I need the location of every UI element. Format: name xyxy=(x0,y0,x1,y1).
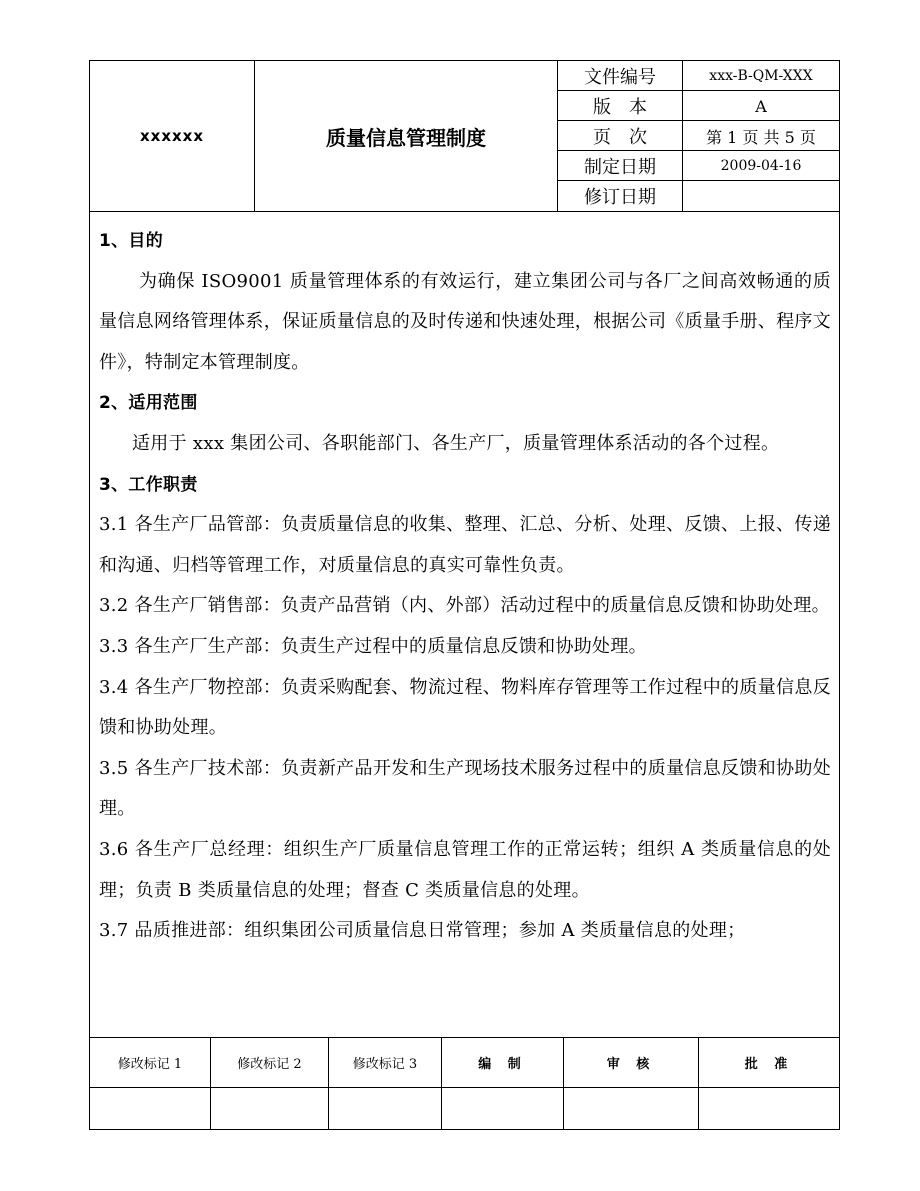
section-heading: 2、适用范围 xyxy=(99,393,198,414)
meta-value: A xyxy=(755,96,767,116)
prepared-by-cell xyxy=(442,1088,564,1129)
document-frame xyxy=(89,60,840,1130)
document-header xyxy=(90,61,839,212)
document-body xyxy=(90,211,839,1038)
approved-by-label: 批 准 xyxy=(699,1038,839,1088)
list-item: 3.6 各生产厂总经理：组织生产厂质量信息管理工作的正常运转；组织 A 类质量信息的处理；负责 B 类质量信息的处理；督查 C 类质量信息的处理。 xyxy=(99,838,831,901)
approval-table xyxy=(90,1038,839,1129)
meta-row-page xyxy=(558,121,839,151)
section-heading: 3、工作职责 xyxy=(99,474,198,495)
revision-mark-3-cell xyxy=(329,1088,442,1129)
list-item: 3.2 各生产厂销售部：负责产品营销（内、外部）活动过程中的质量信息反馈和协助处理。 xyxy=(99,595,830,617)
document-meta-table xyxy=(558,61,839,211)
list-item: 3.5 各生产厂技术部：负责新产品开发和生产现场技术服务过程中的质量信息反馈和协助处理。 xyxy=(99,757,831,820)
list-item: 3.1 各生产厂品管部：负责质量信息的收集、整理、汇总、分析、处理、反馈、上报、传递和沟通、归档等管理工作，对质量信息的真实可靠性负责。 xyxy=(99,514,831,576)
company-name: xxxxxx xyxy=(90,61,255,211)
reviewed-by-cell xyxy=(564,1088,699,1129)
meta-label: 版 本 xyxy=(558,91,683,121)
meta-row-file-number xyxy=(558,61,839,91)
approved-by-cell xyxy=(699,1088,839,1129)
revision-mark-1-cell xyxy=(90,1088,211,1129)
meta-value: xxx-B-QM-XXX xyxy=(709,68,813,84)
section-paragraph: 适用于 xxx 集团公司、各职能部门、各生产厂，质量管理体系活动的各个过程。 xyxy=(132,432,780,454)
meta-label: 制定日期 xyxy=(558,151,683,181)
meta-label: 页 次 xyxy=(558,121,683,151)
revision-mark-1-label: 修改标记 1 xyxy=(90,1038,211,1088)
meta-value: 2009-04-16 xyxy=(720,158,802,174)
meta-row-version xyxy=(558,91,839,121)
meta-value: 第 1 页 共 5 页 xyxy=(706,127,816,147)
meta-label: 修订日期 xyxy=(558,181,683,211)
meta-row-issue-date xyxy=(558,151,839,181)
list-item: 3.4 各生产厂物控部：负责采购配套、物流过程、物料库存管理等工作过程中的质量信息反馈和协助处理。 xyxy=(99,676,831,739)
list-item: 3.3 各生产厂生产部：负责生产过程中的质量信息反馈和协助处理。 xyxy=(99,635,647,657)
section-heading: 1、目的 xyxy=(99,231,164,251)
meta-row-revision-date xyxy=(558,181,839,211)
meta-label: 文件编号 xyxy=(558,61,683,91)
revision-mark-2-cell xyxy=(211,1088,329,1129)
revision-mark-3-label: 修改标记 3 xyxy=(329,1038,442,1088)
list-item: 3.7 品质推进部：组织集团公司质量信息日常管理；参加 A 类质量信息的处理； xyxy=(99,920,746,942)
document-title: 质量信息管理制度 xyxy=(255,61,558,211)
meta-value xyxy=(683,181,839,211)
reviewed-by-label: 审 核 xyxy=(564,1038,699,1088)
revision-mark-2-label: 修改标记 2 xyxy=(211,1038,329,1088)
section-paragraph: 为确保 ISO9001 质量管理体系的有效运行，建立集团公司与各厂之间高效畅通的质量信息网络管理体系，保证质量信息的及时传递和快速处理，根据公司《质量手册、程序文件》，特制定本管理制度。 xyxy=(99,270,831,373)
prepared-by-label: 编 制 xyxy=(442,1038,564,1088)
